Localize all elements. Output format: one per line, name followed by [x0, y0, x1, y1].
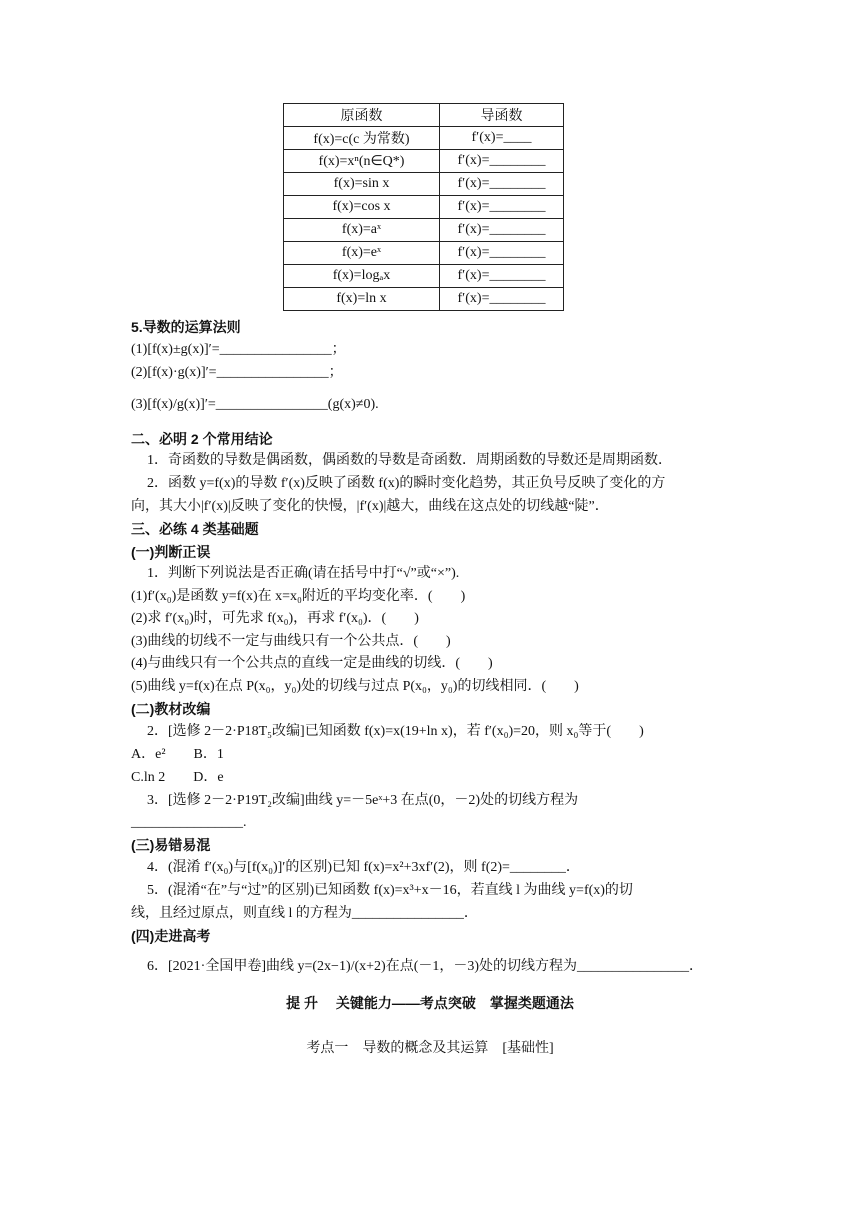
rules-heading: 5.导数的运算法则: [131, 319, 241, 335]
table-cell: f′(x)=________: [440, 150, 564, 173]
conclusion-2-line1: 2．函数 y=f(x)的导数 f′(x)反映了函数 f(x)的瞬时变化趋势，其正负号反映了变化的方: [147, 476, 666, 491]
table-header-row: [284, 104, 564, 127]
rule-product: (2)[f(x)·g(x)]′=________________；: [131, 365, 343, 380]
rule-quotient: (3)[f(x)/g(x)]′=________________(g(x)≠0).: [131, 397, 379, 412]
question-3-line2: ________________.: [131, 815, 247, 830]
section-title: 提 升 关键能力——考点突破 掌握类题通法: [286, 995, 574, 1011]
conclusion-1: 1．奇函数的导数是偶函数，偶函数的导数是奇函数．周期函数的导数还是周期函数．: [147, 453, 672, 468]
section-judge: (一)判断正误: [131, 544, 211, 560]
question-1-item-4: (4)与曲线只有一个公共点的直线一定是曲线的切线．( ): [131, 656, 493, 671]
table-row: [284, 242, 564, 265]
table-cell: f(x)=cos x: [284, 196, 440, 219]
question-1-item-1: (1)f′(x₀)是函数 y=f(x)在 x=x₀附近的平均变化率．( ): [131, 589, 466, 604]
section-subtitle: 考点一 导数的概念及其运算 [基础性]: [306, 1041, 554, 1056]
table-cell: f′(x)=________: [440, 173, 564, 196]
question-5-line1: 5．(混淆“在”与“过”的区别)已知函数 f(x)=x³+x－16，若直线 l 为曲线 y=f(x)的切: [147, 883, 633, 898]
table-cell: f(x)=c(c 为常数): [284, 127, 440, 150]
question-1-item-2: (2)求 f′(x₀)时，可先求 f(x₀)，再求 f′(x₀)．( ): [131, 611, 419, 626]
section-error-prone: (三)易错易混: [131, 837, 211, 853]
question-5-line2: 线，且经过原点，则直线 l 的方程为________________．: [131, 906, 478, 921]
question-1: 1．判断下列说法是否正确(请在括号中打“√”或“×”).: [147, 566, 460, 581]
table-cell: f(x)=aˣ: [284, 219, 440, 242]
derivative-table: [283, 103, 564, 311]
section-exam: (四)走进高考: [131, 928, 211, 944]
table-row: [284, 127, 564, 150]
table-header-cell: 原函数: [284, 104, 440, 127]
question-2-options-ab: A．e² B．1: [131, 747, 224, 762]
question-3-line1: 3．[选修 2－2·P19T₂改编]曲线 y=－5eˣ+3 在点(0，－2)处的切线方程为: [147, 793, 579, 808]
table-cell: f′(x)=________: [440, 288, 564, 311]
table-cell: f′(x)=________: [440, 196, 564, 219]
question-1-item-3: (3)曲线的切线不一定与曲线只有一个公共点．( ): [131, 634, 451, 649]
question-2: 2．[选修 2－2·P18T₅改编]已知函数 f(x)=x(19+ln x)，若 f′(x₀)=20，则 x₀等于( ): [147, 724, 644, 739]
question-1-item-5: (5)曲线 y=f(x)在点 P(x₀，y₀)处的切线与过点 P(x₀，y₀)的切线相同．( ): [131, 679, 579, 694]
table-cell: f(x)=xⁿ(n∈Q*): [284, 150, 440, 173]
table-row: [284, 173, 564, 196]
table-cell: f′(x)=________: [440, 265, 564, 288]
table-row: [284, 196, 564, 219]
table-row: [284, 265, 564, 288]
practice-heading: 三、必练 4 类基础题: [131, 521, 259, 537]
table-header-cell: 导函数: [440, 104, 564, 127]
table-cell: f(x)=eˣ: [284, 242, 440, 265]
table-cell: f(x)=logₐx: [284, 265, 440, 288]
question-6: 6．[2021·全国甲卷]曲线 y=(2x−1)/(x+2)在点(－1，－3)处的切线方程为________________．: [147, 959, 704, 974]
table-cell: f(x)=ln x: [284, 288, 440, 311]
table-cell: f(x)=sin x: [284, 173, 440, 196]
table-row: [284, 219, 564, 242]
conclusions-heading: 二、必明 2 个常用结论: [131, 431, 273, 447]
table-row: [284, 150, 564, 173]
table-cell: f′(x)=________: [440, 242, 564, 265]
conclusion-2-line2: 向，其大小|f′(x)|反映了变化的快慢，|f′(x)|越大，曲线在这点处的切线越“陡”．: [131, 499, 609, 514]
section-textbook: (二)教材改编: [131, 701, 211, 717]
table-cell: f′(x)=________: [440, 219, 564, 242]
question-2-options-cd: C.ln 2 D．e: [131, 770, 224, 785]
rule-sum: (1)[f(x)±g(x)]′=________________；: [131, 342, 346, 357]
table-cell: f′(x)=____: [440, 127, 564, 150]
question-4: 4．(混淆 f′(x₀)与[f(x₀)]′的区别)已知 f(x)=x²+3xf′(2)，则 f(2)=________．: [147, 860, 580, 875]
table-row: [284, 288, 564, 311]
